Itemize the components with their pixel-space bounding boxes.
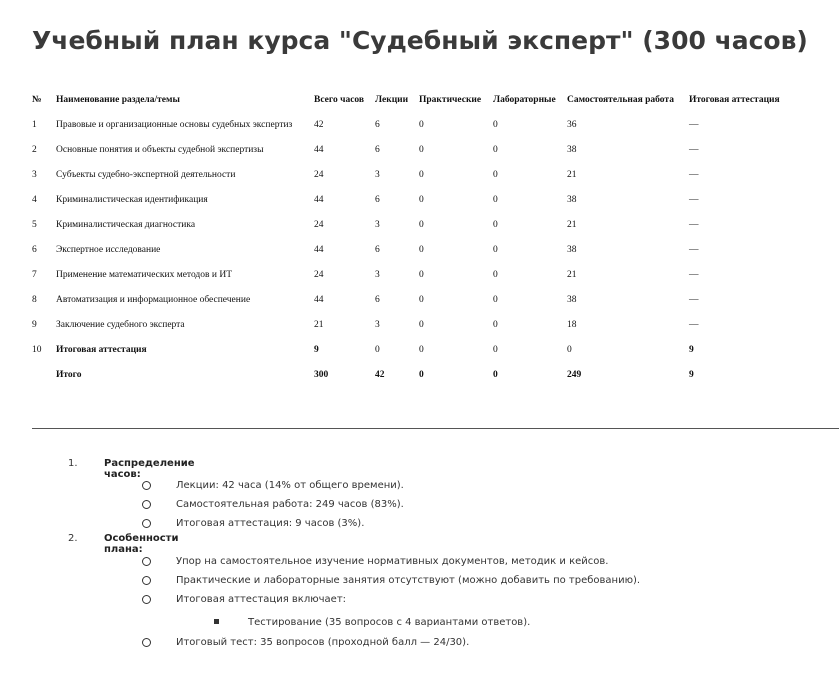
table-row [32, 237, 789, 262]
col-header-lab: Лабораторные [493, 95, 556, 105]
cell-attestation: — [689, 119, 699, 130]
cell-number: 3 [32, 169, 37, 180]
cell-total: 44 [314, 194, 324, 205]
cell-attestation: — [689, 294, 699, 305]
cell-total: 44 [314, 294, 324, 305]
cell-self-study: 36 [567, 119, 577, 130]
list-item: Самостоятельная работа: 249 часов (83%). [176, 499, 404, 510]
circle-bullet-icon [142, 500, 151, 509]
cell-attestation: — [689, 219, 699, 230]
cell-number: 4 [32, 194, 37, 205]
cell-total: 24 [314, 219, 324, 230]
section-2-title: Особенности плана: [104, 533, 179, 555]
cell-number: 9 [32, 319, 37, 330]
section-1-title: Распределение часов: [104, 458, 195, 480]
cell-topic: Автоматизация и информационное обеспечение [56, 294, 251, 305]
cell-topic: Субъекты судебно-экспертной деятельности [56, 169, 236, 180]
list-item: Упор на самостоятельное изучение нормативных документов, методик и кейсов. [176, 556, 609, 567]
list-item: Итоговый тест: 35 вопросов (проходной балл — 24/30). [176, 637, 470, 648]
cell-lectures: 0 [375, 344, 380, 355]
curriculum-table [32, 88, 789, 387]
table-row [32, 187, 789, 212]
cell-attestation: — [689, 269, 699, 280]
table-row [32, 137, 789, 162]
cell-lectures: 3 [375, 169, 380, 180]
cell-attestation: 9 [689, 344, 694, 355]
cell-self-study: 38 [567, 294, 577, 305]
cell-lectures: 6 [375, 244, 380, 255]
list-item: Итоговая аттестация: 9 часов (3%). [176, 518, 365, 529]
cell-self-study: 38 [567, 244, 577, 255]
cell-practical: 0 [419, 369, 424, 380]
cell-practical: 0 [419, 194, 424, 205]
table-row-total [32, 362, 789, 387]
cell-self-study: 21 [567, 269, 577, 280]
table-row [32, 162, 789, 187]
cell-number: 6 [32, 244, 37, 255]
cell-number: 2 [32, 144, 37, 155]
cell-lectures: 42 [375, 369, 385, 380]
col-header-self-study: Самостоятельная работа [567, 95, 674, 105]
cell-topic: Итоговая аттестация [56, 344, 147, 355]
list-item: Лекции: 42 часа (14% от общего времени). [176, 480, 404, 491]
section-1-number: 1. [68, 458, 78, 469]
circle-bullet-icon [142, 557, 151, 566]
cell-total: 24 [314, 269, 324, 280]
cell-topic: Основные понятия и объекты судебной экспертизы [56, 144, 264, 155]
cell-attestation: — [689, 144, 699, 155]
circle-bullet-icon [142, 638, 151, 647]
cell-self-study: 249 [567, 369, 582, 380]
cell-lab: 0 [493, 294, 498, 305]
cell-practical: 0 [419, 294, 424, 305]
square-bullet-icon [214, 619, 219, 624]
cell-total: 21 [314, 319, 324, 330]
cell-topic: Применение математических методов и ИТ [56, 269, 232, 280]
table-row [32, 312, 789, 337]
cell-lectures: 6 [375, 194, 380, 205]
cell-attestation: 9 [689, 369, 694, 380]
cell-lab: 0 [493, 344, 498, 355]
cell-number [32, 362, 56, 387]
cell-total: 44 [314, 144, 324, 155]
table-row [32, 287, 789, 312]
col-header-practical: Практические [419, 95, 482, 105]
cell-lab: 0 [493, 269, 498, 280]
cell-self-study: 21 [567, 169, 577, 180]
cell-practical: 0 [419, 219, 424, 230]
cell-lectures: 3 [375, 269, 380, 280]
cell-self-study: 21 [567, 219, 577, 230]
circle-bullet-icon [142, 576, 151, 585]
cell-attestation: — [689, 194, 699, 205]
cell-self-study: 38 [567, 144, 577, 155]
cell-self-study: 0 [567, 344, 572, 355]
cell-number: 1 [32, 119, 37, 130]
col-header-number: № [32, 95, 42, 105]
cell-number: 8 [32, 294, 37, 305]
col-header-attestation: Итоговая аттестация [689, 95, 780, 105]
cell-lab: 0 [493, 119, 498, 130]
cell-total: 44 [314, 244, 324, 255]
cell-lab: 0 [493, 244, 498, 255]
cell-practical: 0 [419, 269, 424, 280]
cell-practical: 0 [419, 344, 424, 355]
cell-self-study: 18 [567, 319, 577, 330]
table-row [32, 212, 789, 237]
page-title: Учебный план курса "Судебный эксперт" (300 часов) [32, 26, 808, 55]
circle-bullet-icon [142, 519, 151, 528]
section-2-number: 2. [68, 533, 78, 544]
cell-attestation: — [689, 169, 699, 180]
cell-self-study: 38 [567, 194, 577, 205]
cell-topic: Итого [56, 369, 82, 380]
cell-practical: 0 [419, 144, 424, 155]
cell-topic: Экспертное исследование [56, 244, 161, 255]
cell-lectures: 3 [375, 319, 380, 330]
cell-total: 300 [314, 369, 329, 380]
cell-total: 42 [314, 119, 324, 130]
cell-lab: 0 [493, 194, 498, 205]
cell-topic: Криминалистическая идентификация [56, 194, 208, 205]
cell-practical: 0 [419, 169, 424, 180]
cell-attestation: — [689, 319, 699, 330]
cell-lectures: 6 [375, 144, 380, 155]
cell-lectures: 6 [375, 119, 380, 130]
cell-number: 5 [32, 219, 37, 230]
cell-total: 24 [314, 169, 324, 180]
list-item: Итоговая аттестация включает: [176, 594, 347, 605]
cell-lab: 0 [493, 169, 498, 180]
sub-list-item: Тестирование (35 вопросов с 4 вариантами ответов). [248, 617, 531, 628]
cell-attestation: — [689, 244, 699, 255]
cell-number: 10 [32, 344, 42, 355]
circle-bullet-icon [142, 595, 151, 604]
cell-lab: 0 [493, 369, 498, 380]
col-header-total: Всего часов [314, 95, 365, 105]
list-item: Практические и лабораторные занятия отсутствуют (можно добавить по требованию). [176, 575, 641, 586]
table-row-final-attestation [32, 337, 789, 362]
cell-number: 7 [32, 269, 37, 280]
cell-practical: 0 [419, 119, 424, 130]
col-header-lectures: Лекции [375, 95, 409, 105]
cell-total: 9 [314, 344, 319, 355]
table-row [32, 262, 789, 287]
circle-bullet-icon [142, 481, 151, 490]
table-row [32, 112, 789, 137]
cell-practical: 0 [419, 319, 424, 330]
cell-topic: Криминалистическая диагностика [56, 219, 196, 230]
table-header-row [32, 88, 789, 112]
cell-topic: Заключение судебного эксперта [56, 319, 185, 330]
cell-lab: 0 [493, 319, 498, 330]
cell-practical: 0 [419, 244, 424, 255]
cell-lab: 0 [493, 144, 498, 155]
cell-lectures: 6 [375, 294, 380, 305]
section-divider [32, 428, 839, 429]
cell-topic: Правовые и организационные основы судебных экспертиз [56, 119, 293, 130]
cell-lectures: 3 [375, 219, 380, 230]
cell-lab: 0 [493, 219, 498, 230]
col-header-topic: Наименование раздела/темы [56, 95, 180, 105]
